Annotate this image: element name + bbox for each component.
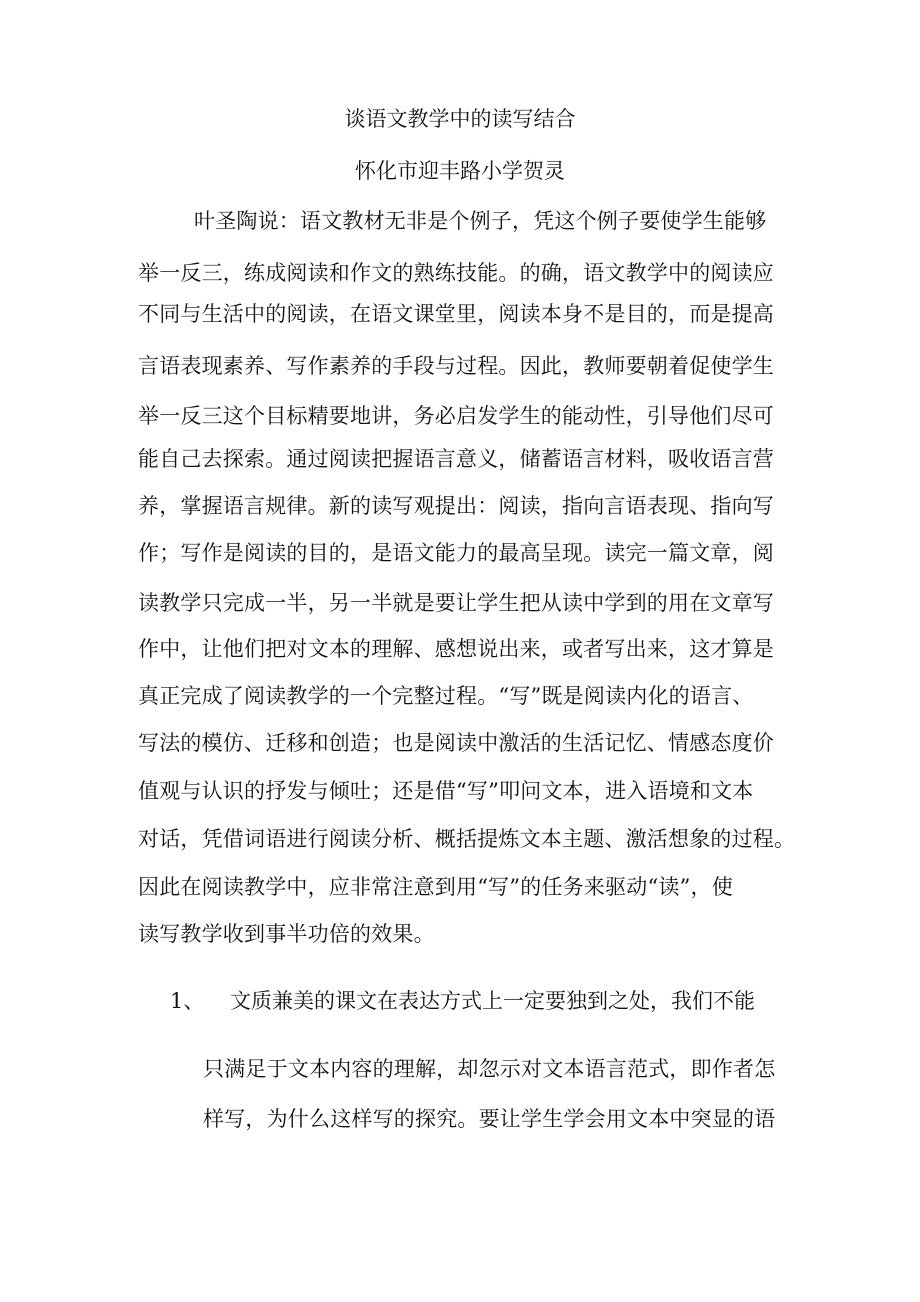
list-item-number: 1、 xyxy=(170,989,205,1013)
paragraph-line: 举一反三，练成阅读和作文的熟练技能。的确，语文教学中的阅读应 xyxy=(138,261,774,285)
paragraph-line: 言语表现素养、写作素养的手段与过程。因此，教师要朝着促使学生 xyxy=(138,354,774,378)
paragraph-line: 举一反三这个目标精要地讲，务必启发学生的能动性，引导他们尽可 xyxy=(138,404,774,428)
paragraph-line: 写法的模仿、迁移和创造；也是阅读中激活的生活记忆、情感态度价 xyxy=(138,731,774,755)
paragraph-line: 不同与生活中的阅读，在语文课堂里，阅读本身不是目的，而是提高 xyxy=(138,302,774,326)
paragraph-line: 作；写作是阅读的目的，是语文能力的最高呈现。读完一篇文章，阅 xyxy=(138,541,774,565)
paragraph-line: 对话，凭借词语进行阅读分析、概括提炼文本主题、激活想象的过程。 xyxy=(138,827,796,851)
list-item-continuation: 样写，为什么这样写的探究。要让学生学会用文本中突显的语 xyxy=(203,1107,776,1131)
paragraph-line: 读教学只完成一半，另一半就是要让学生把从读中学到的用在文章写 xyxy=(138,591,774,615)
paragraph-line: 真正完成了阅读教学的一个完整过程。“写”既是阅读内化的语言、 xyxy=(138,684,754,708)
document-title: 谈语文教学中的读写结合 xyxy=(344,107,576,131)
paragraph-line: 叶圣陶说：语文教材无非是个例子，凭这个例子要使学生能够 xyxy=(194,209,767,233)
list-item-continuation: 只满足于文本内容的理解，却忽示对文本语言范式，即作者怎 xyxy=(203,1057,776,1081)
paragraph-line: 能自己去探索。通过阅读把握语言意义，储蓄语言材料，吸收语言营 xyxy=(138,447,774,471)
paragraph-line: 作中，让他们把对文本的理解、感想说出来，或者写出来，这才算是 xyxy=(138,637,774,661)
document-author: 怀化市迎丰路小学贺灵 xyxy=(355,159,565,183)
paragraph-line: 值观与认识的抒发与倾吐；还是借“写”叩问文本，进入语境和文本 xyxy=(138,779,754,803)
paragraph-line: 读写教学收到事半功倍的效果。 xyxy=(138,922,435,946)
paragraph-line: 因此在阅读教学中，应非常注意到用“写”的任务来驱动“读”，使 xyxy=(138,875,733,899)
list-item-text: 文质兼美的课文在表达方式上一定要独到之处，我们不能 xyxy=(230,989,755,1013)
paragraph-line: 养，掌握语言规律。新的读写观提出：阅读，指向言语表现、指向写 xyxy=(138,494,774,518)
